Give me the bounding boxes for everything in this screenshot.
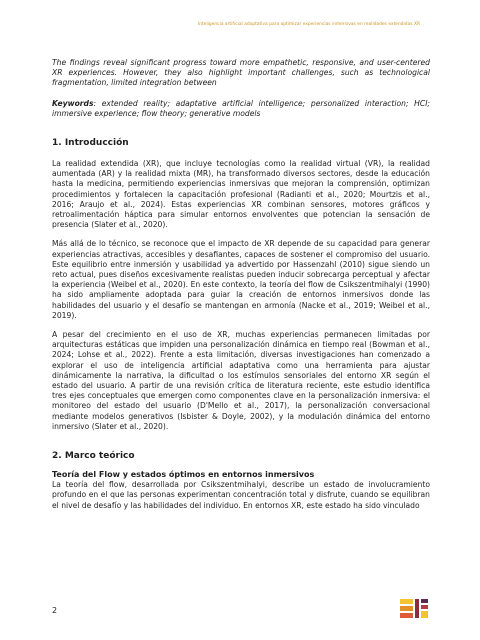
keywords-text: : extended reality; adaptative artificial intelligence; personalized interaction; HCI; immersive experience; flow theory; generative models <box>52 98 430 118</box>
keywords-line <box>52 99 430 119</box>
keywords-label: Keywords <box>52 98 94 108</box>
marco-paragraph-1: La teoría del flow, desarrollada por Csikszentmihalyi, describe un estado de involucramiento profundo en el que las personas experimentan concentración total y disfrute, cuando se equilibran el nivel de desafío y las habilidades del individuo. En entornos XR, este estado ha sido vinculado <box>52 480 430 510</box>
intro-paragraph-2: Más allá de lo técnico, se reconoce que el impacto de XR depende de su capacidad para generar experiencias atractivas, accesibles y desafiantes, capaces de sostener el compromiso del usuario. Este equilibrio entre inmersión y usabilidad ya advertido por Hassenzahl (2010) sigue siendo un reto actual, pues diseños excesivamente realistas pueden inducir sobrecarga perceptual y afectar la experiencia (Weibel et al., 2020). En este contexto, la teoría del flow de Csikszentmihalyi (1990) ha sido ampliamente adoptada para guiar la creación de entornos inmersivos donde las habilidades del usuario y el desafío se mantengan en armonía (Nacke et al., 2019; Weibel et al., 2019). <box>52 239 430 320</box>
intro-paragraph-1: La realidad extendida (XR), que incluye tecnologías como la realidad virtual (VR), la realidad aumentada (AR) y la realidad mixta (MR), ha transformado diversos sectores, desde la educación hasta la medicina, permitiendo experiencias inmersivas que mejoran la comprensión, optimizan procedimientos y fortalecen la capacitación profesional (Radianti et al., 2020; Mourtzis et al., 2016; Araujo et al., 2024). Estas experiencias XR combinan sensores, motores gráficos y retroalimentación háptica para simular entornos envolventes que potencian la sensación de presencia (Slater et al., 2020). <box>52 159 430 230</box>
running-header: Inteligencia artificial adaptativa para optimizar experiencias inmersivas en realidades extendidas XR <box>197 22 420 27</box>
section-heading-introduccion: 1. Introducción <box>52 138 129 149</box>
subsection-heading-flow: Teoría del Flow y estados óptimos en entornos inmersivos <box>52 470 315 480</box>
section-heading-marco-teorico: 2. Marco teórico <box>52 451 135 462</box>
page-number: 2 <box>52 606 58 615</box>
intro-paragraph-3: A pesar del crecimiento en el uso de XR, muchas experiencias permanecen limitadas por arquitecturas estáticas que impiden una personalización dinámica en tiempo real (Bowman et al., 2024; Lohse et al., 2022). Frente a esta limitación, diversas investigaciones han comenzado a explorar el uso de inteligencia artificial adaptativa como una herramienta para ajustar dinámicamente la narrativa, la dificultad o los estímulos sensoriales del entorno XR según el estado del usuario. A partir de una revisión crítica de literatura reciente, este estudio identifica tres ejes conceptuales que emergen como componentes clave en la personalización inmersiva: el monitoreo del estado del usuario (D'Mello et al., 2017), la personalización conversacional mediante modelos generativos (Isbister & Doyle, 2002), y la modulación dinámica del entorno inmersivo (Slater et al., 2020). <box>52 330 430 431</box>
page-body <box>52 58 430 511</box>
journal-logo-icon <box>398 596 430 620</box>
abstract-tail: The findings reveal significant progress toward more empathetic, responsive, and user-centered XR experiences. However, they also highlight important challenges, such as technological fragmentation, limited integration between <box>52 58 430 88</box>
